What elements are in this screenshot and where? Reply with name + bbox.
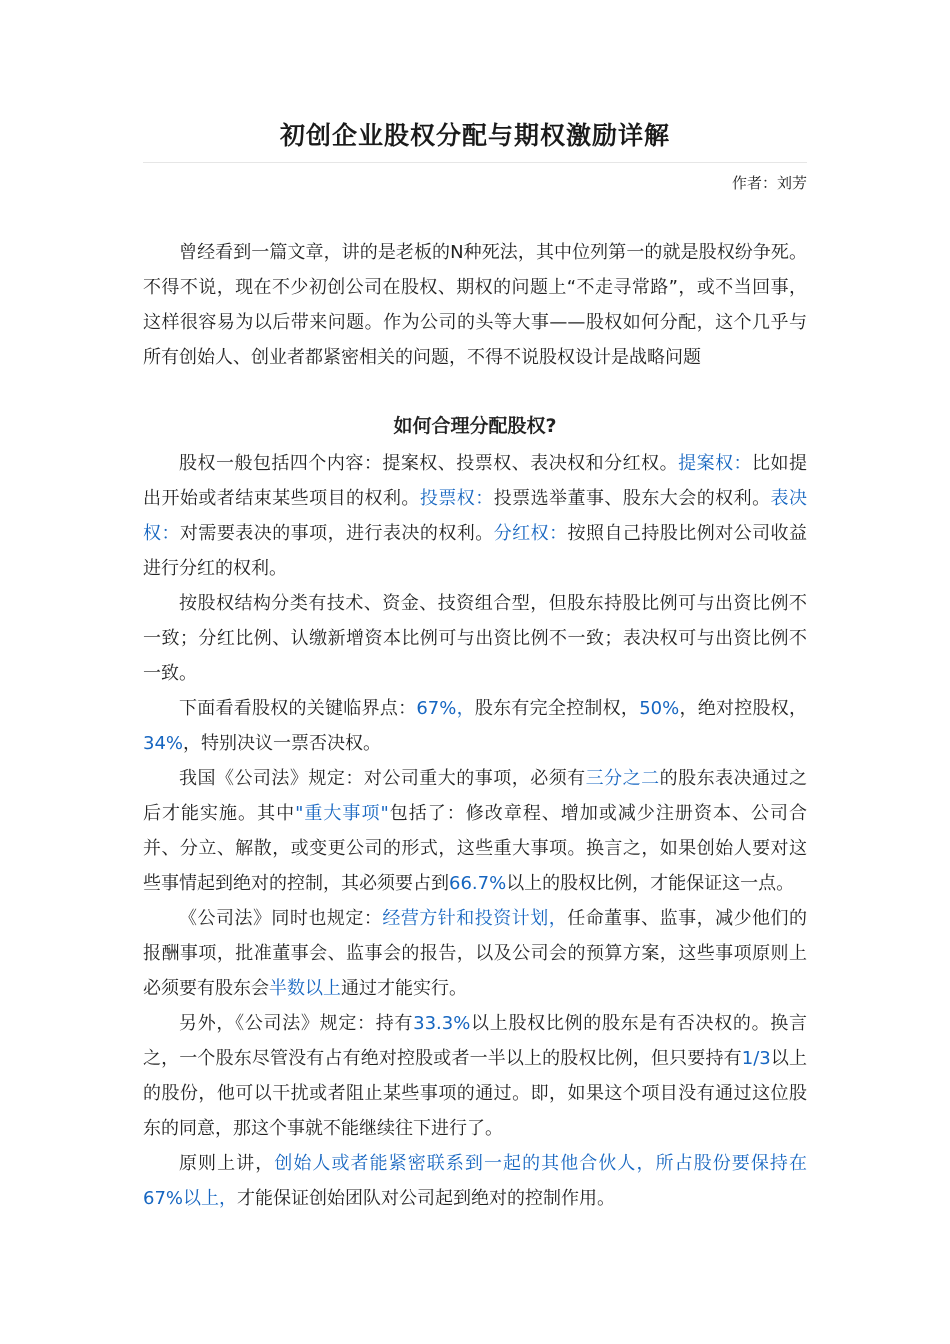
- paragraph-company-law-majority: [143, 901, 807, 1006]
- text-run: 股权一般包括四个内容：提案权、投票权、表决权和分红权。: [179, 453, 679, 474]
- text-run: 另外，《公司法》规定：持有: [179, 1013, 414, 1034]
- text-run: 以上的股权比例，才能保证这一点。: [506, 873, 795, 894]
- highlight-term: 创始人或者能紧密联系到一起的其他合伙人，所占股份要保持在67%以上，: [143, 1153, 807, 1209]
- text-run: 下面看看股权的关键临界点：: [179, 698, 417, 719]
- highlight-term: 50%: [639, 698, 680, 719]
- author-line: 作者：刘芳: [731, 174, 807, 192]
- text-run: 包括了：修改章程、增加或减少注册资本、公司合并、分立、解散，或变更公司的形式，这些重大事项。换言之，如果创始人要对这些事情起到绝对的控制，其必须要占到: [143, 803, 808, 894]
- highlight-term: 66.7%: [449, 873, 507, 894]
- text-run: 我国《公司法》规定：对公司重大的事项，必须有: [179, 768, 586, 789]
- text-run: 任命董事、监事，减少他们的报酬事项，批准董事会、监事会的报告，以及公司会的预算方案，这些事项原则上必须要有股东会: [143, 908, 808, 999]
- text-run: ，特别决议一票否决权。: [183, 733, 382, 754]
- text-run: ，绝对控股权，: [679, 698, 808, 719]
- text-run: 股东有完全控制权，: [474, 698, 640, 719]
- text-run: 按股权结构分类有技术、资金、技资组合型，但股东持股比例可与出资比例不一致；分红比例、认缴新增资本比例可与出资比例不一致；表决权可与出资比例不一致。: [143, 593, 807, 684]
- paragraph-veto-right: [143, 1006, 807, 1146]
- highlight-term: 33.3%: [413, 1013, 471, 1034]
- intro-paragraph: [143, 235, 807, 375]
- text-run: 原则上讲，: [179, 1153, 275, 1174]
- text-run: 《公司法》同时也规定：: [179, 908, 383, 929]
- highlight-term: 表决权：: [143, 488, 808, 544]
- text-run: 对需要表决的事项，进行表决的权利。: [179, 523, 494, 544]
- paragraph-equity-structure: [143, 586, 807, 691]
- highlight-term: 提案权：: [678, 453, 753, 474]
- text-run: 比如提出开始或者结束某些项目的权利。: [143, 453, 808, 509]
- highlight-term: 1/3: [741, 1048, 771, 1069]
- highlight-term: 经营方针和投资计划，: [382, 908, 568, 929]
- text-run: 按照自己持股比例对公司收益进行分红的权利。: [143, 523, 808, 579]
- paragraph-equity-contents: [143, 446, 807, 586]
- section-heading: 如何合理分配股权?: [393, 415, 557, 437]
- text-run: 以上股权比例的股东是有否决权的。换言之，一个股东尽管没有占有绝对控股或者一半以上的股权比例，但只要持有: [143, 1013, 808, 1069]
- paragraph-company-law-major: [143, 761, 807, 901]
- text-run: 通过才能实行。: [341, 978, 467, 999]
- highlight-term: 分红权：: [493, 523, 568, 544]
- text-run: 以上的股份，他可以干扰或者阻止某些事项的通过。即，如果这个项目没有通过这位股东的同意，那这个事就不能继续往下进行了。: [143, 1048, 808, 1139]
- article-body: [143, 235, 807, 1216]
- text-run: 才能保证创始团队对公司起到绝对的控制作用。: [237, 1188, 616, 1209]
- highlight-term: 三分之二: [585, 768, 660, 789]
- paragraph-principle: [143, 1146, 807, 1216]
- highlight-term: 34%: [143, 733, 184, 754]
- highlight-term: 半数以上: [269, 978, 341, 999]
- title-divider: [143, 162, 807, 163]
- highlight-term: 67%，: [416, 698, 475, 719]
- paragraph-thresholds: [143, 691, 807, 761]
- text-run: 的股东表决通过之后才能实施。其中: [143, 768, 808, 824]
- highlight-term: 投票权：: [419, 488, 494, 509]
- text-run: 曾经看到一篇文章，讲的是老板的N种死法，其中位列第一的就是股权纷争死。不得不说，现在不少初创公司在股权、期权的问题上“不走寻常路”，或不当回事，这样很容易为以后带来问题。作为公司的头等大事——股权如何分配，这个几乎与所有创始人、创业者都紧密相关的问题，不得不说股权设计是战略问题: [143, 242, 807, 368]
- document-title: 初创企业股权分配与期权激励详解: [279, 121, 670, 150]
- highlight-term: "重大事项": [295, 803, 389, 824]
- text-run: 投票选举董事、股东大会的权利。: [493, 488, 771, 509]
